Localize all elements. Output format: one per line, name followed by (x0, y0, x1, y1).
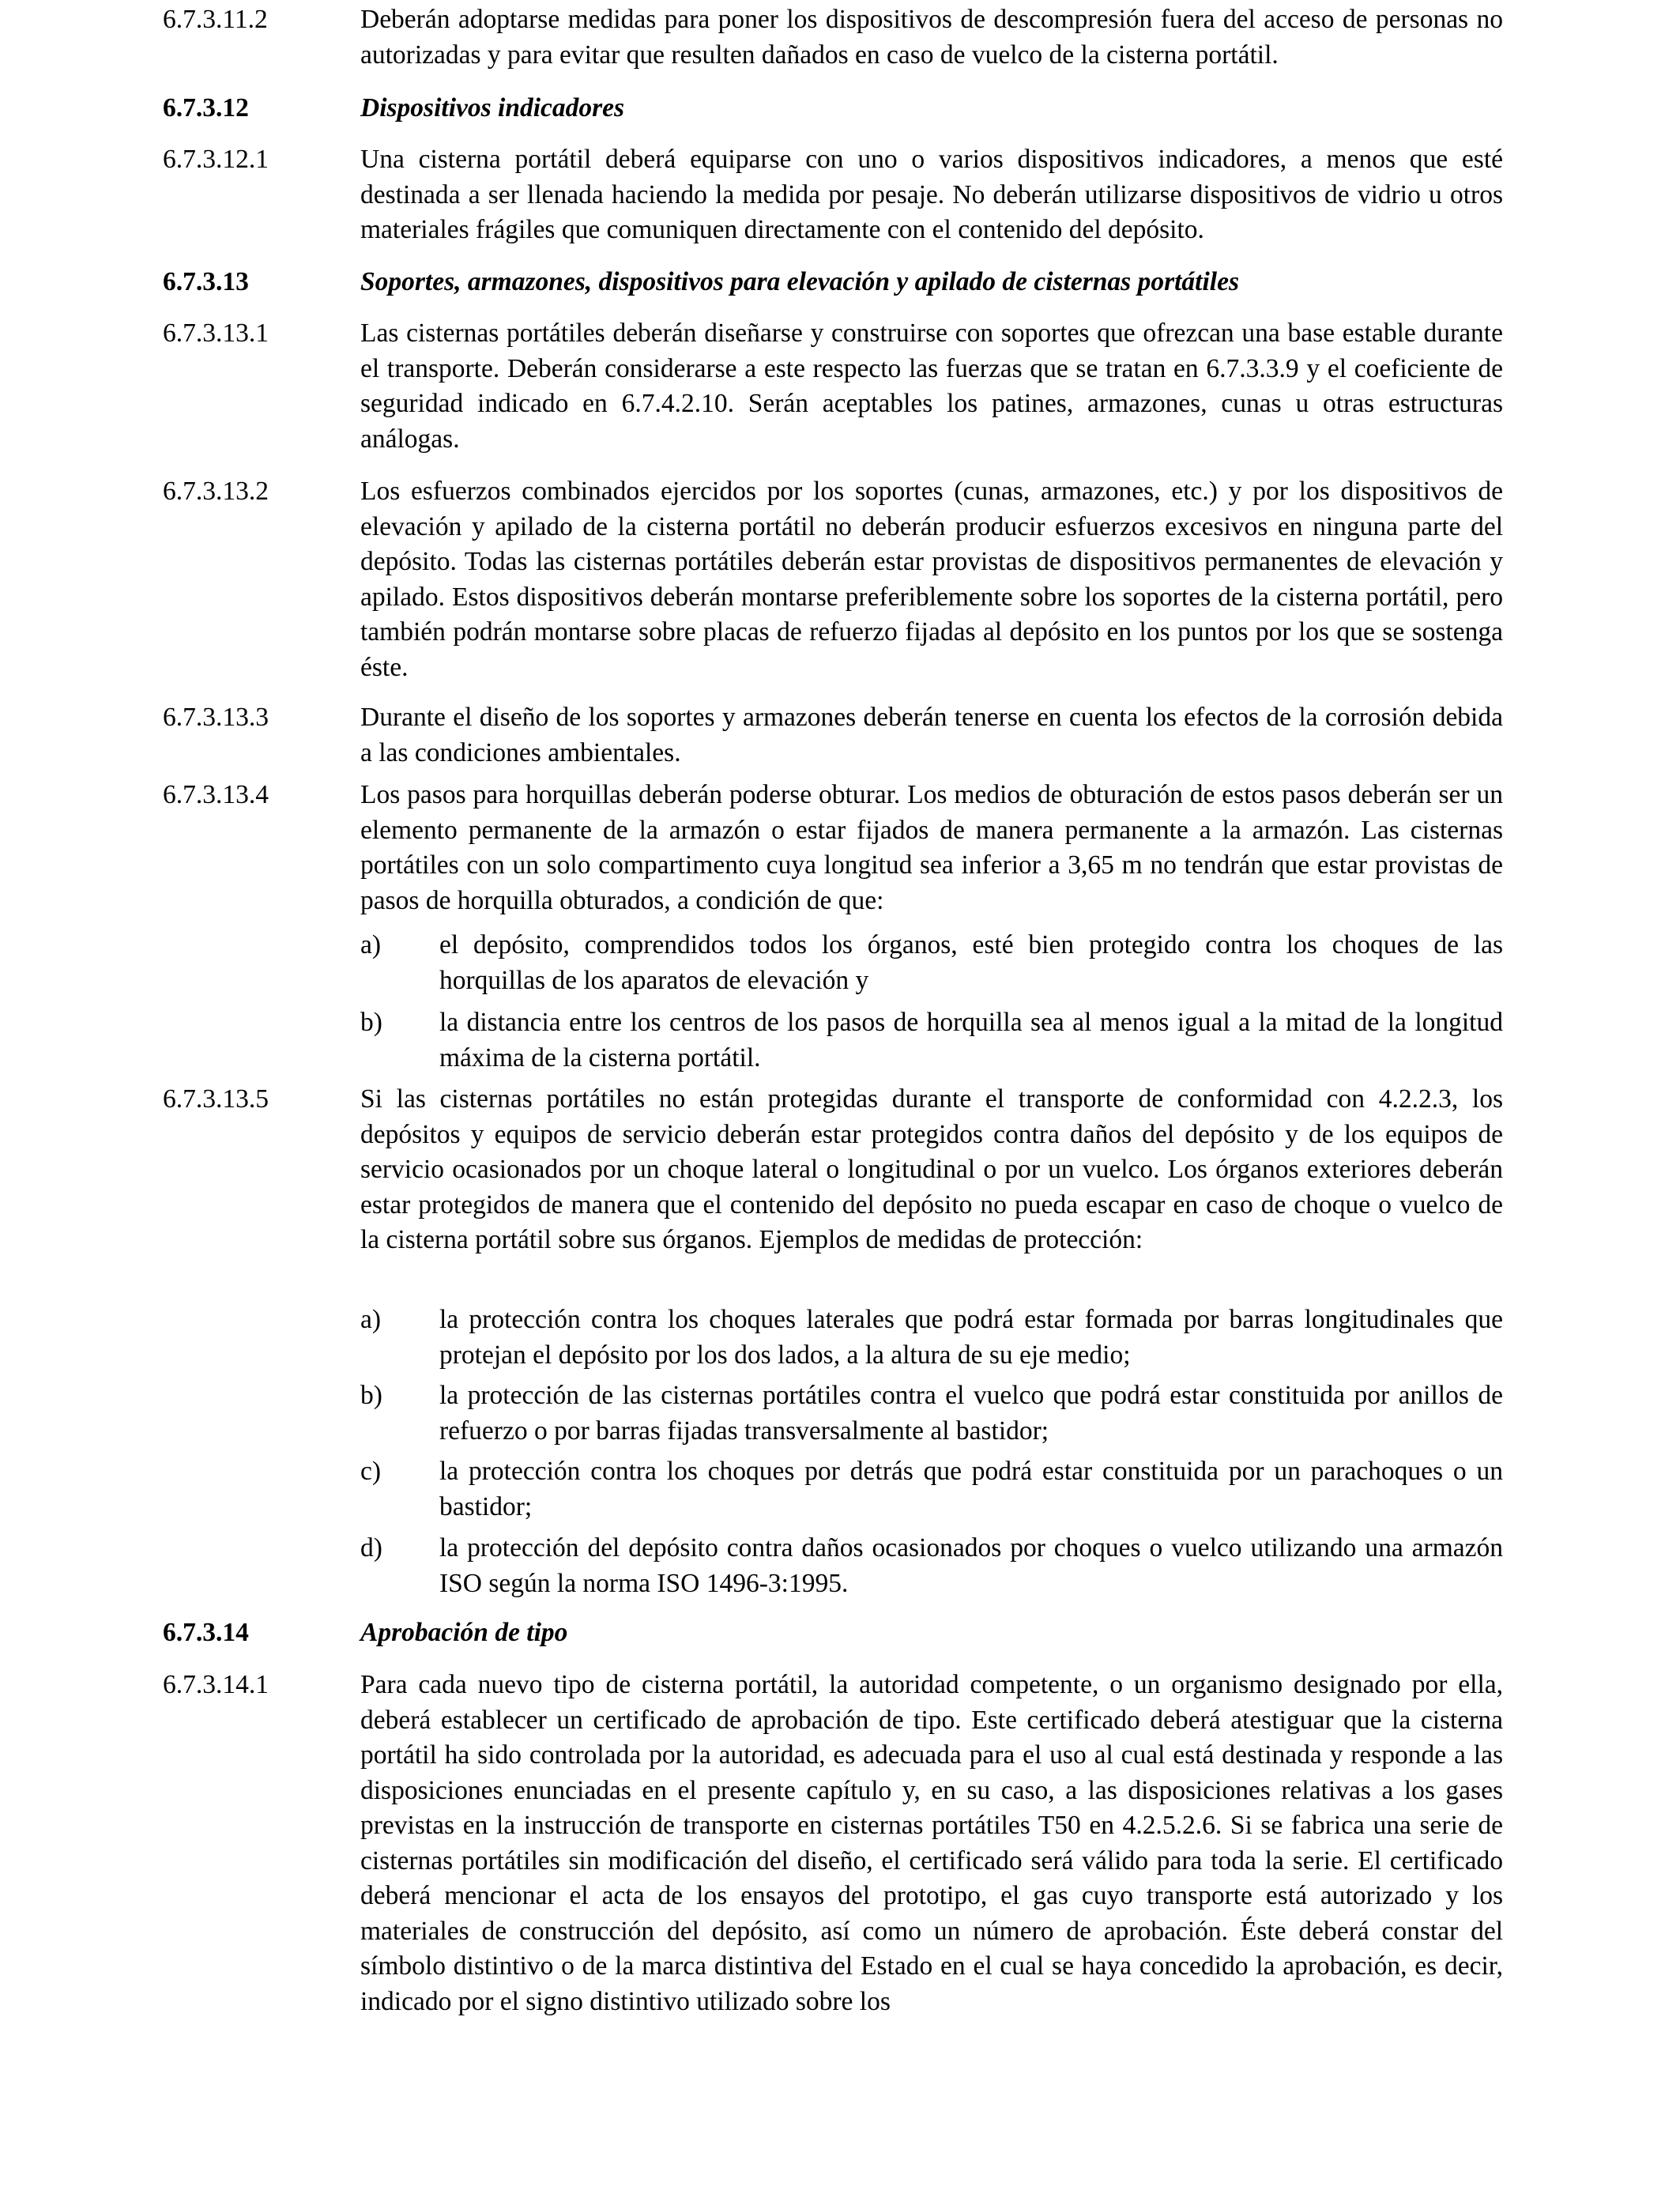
heading-title: Soportes, armazones, dispositivos para elevación y apilado de cisternas portátiles (360, 267, 1240, 296)
paragraph-text: Durante el diseño de los soportes y armazones deberán tenerse en cuenta los efectos de la corrosión debida a las condiciones ambientales. (360, 703, 1503, 767)
list-item-marker: a) (360, 930, 382, 959)
paragraph-number: 6.7.3.13.3 (163, 703, 269, 732)
list-item-marker: b) (360, 1381, 382, 1410)
heading-title: Aprobación de tipo (360, 1618, 568, 1647)
heading-title: Dispositivos indicadores (360, 93, 625, 123)
paragraph-text: Deberán adoptarse medidas para poner los dispositivos de descompresión fuera del acceso de personas no autorizadas y para evitar que resulten dañados en caso de vuelco de la cisterna portátil. (360, 5, 1503, 70)
heading-number: 6.7.3.12 (163, 93, 249, 123)
list-item-marker: b) (360, 1008, 382, 1037)
list-item-text: el depósito, comprendidos todos los órganos, esté bien protegido contra los choques de las horquillas de los aparatos de elevación y (439, 930, 1503, 995)
heading-number: 6.7.3.14 (163, 1618, 249, 1647)
paragraph-text: Si las cisternas portátiles no están protegidas durante el transporte de conformidad con 4.2.2.3, los depósitos y equipos de servicio deberán estar protegidos contra daños del depósito y de los equipos de servicio ocasionados por un choque lateral o longitudinal o por un vuelco. Los órganos exteriores deberán estar protegidos de manera que el contenido del depósito no pueda escapar en caso de choque o vuelco de la cisterna portátil sobre sus órganos. Ejemplos de medidas de protección: (360, 1084, 1503, 1254)
paragraph-number: 6.7.3.14.1 (163, 1670, 269, 1699)
paragraph-number: 6.7.3.13.1 (163, 319, 269, 348)
paragraph-text: Los esfuerzos combinados ejercidos por los soportes (cunas, armazones, etc.) y por los dispositivos de elevación y apilado de la cisterna portátil no deberán producir esfuerzos excesivos en ninguna parte del depósito. Todas las cisternas portátiles deberán estar provistas de dispositivos permanentes de elevación y apilado. Estos dispositivos deberán montarse preferiblemente sobre los soportes de la cisterna portátil, pero también podrán montarse sobre placas de refuerzo fijadas al depósito en los puntos por los que se sostenga éste. (360, 477, 1503, 682)
paragraph-number: 6.7.3.11.2 (163, 5, 268, 34)
list-item-text: la protección contra los choques por detrás que podrá estar constituida por un parachoques o un bastidor; (439, 1457, 1503, 1521)
paragraph-text: Las cisternas portátiles deberán diseñarse y construirse con soportes que ofrezcan una base estable durante el transporte. Deberán considerarse a este respecto las fuerzas que se tratan en 6.7.3.3.9 y el coeficiente de seguridad indicado en 6.7.4.2.10. Serán aceptables los patines, armazones, cunas u otras estructuras análogas. (360, 319, 1503, 454)
list-item-text: la protección del depósito contra daños ocasionados por choques o vuelco utilizando una armazón ISO según la norma ISO 1496-3:1995. (439, 1533, 1503, 1598)
paragraph-number: 6.7.3.12.1 (163, 145, 269, 174)
paragraph-text: Una cisterna portátil deberá equiparse con uno o varios dispositivos indicadores, a menos que esté destinada a ser llenada haciendo la medida por pesaje. No deberán utilizarse dispositivos de vidrio u otros materiales frágiles que comuniquen directamente con el contenido del depósito. (360, 145, 1503, 244)
list-item-marker: d) (360, 1533, 382, 1563)
paragraph-number: 6.7.3.13.2 (163, 477, 269, 506)
paragraph-text: Los pasos para horquillas deberán poderse obturar. Los medios de obturación de estos pasos deberán ser un elemento permanente de la armazón o estar fijados de manera permanente a la armazón. Las cisternas portátiles con un solo compartimento cuya longitud sea inferior a 3,65 m no tendrán que estar provistas de pasos de horquilla obturados, a condición de que: (360, 780, 1503, 915)
list-item-text: la protección contra los choques laterales que podrá estar formada por barras longitudinales que protejan el depósito por los dos lados, a la altura de su eje medio; (439, 1305, 1503, 1370)
list-item-text: la protección de las cisternas portátiles contra el vuelco que podrá estar constituida por anillos de refuerzo o por barras fijadas transversalmente al bastidor; (439, 1381, 1503, 1446)
heading-number: 6.7.3.13 (163, 267, 249, 296)
paragraph-number: 6.7.3.13.4 (163, 780, 269, 809)
paragraph-number: 6.7.3.13.5 (163, 1084, 269, 1114)
list-item-marker: a) (360, 1305, 382, 1334)
list-item-text: la distancia entre los centros de los pasos de horquilla sea al menos igual a la mitad de la longitud máxima de la cisterna portátil. (439, 1008, 1503, 1072)
paragraph-text: Para cada nuevo tipo de cisterna portátil, la autoridad competente, o un organismo designado por ella, deberá establecer un certificado de aprobación de tipo. Este certificado deberá atestiguar que la cisterna portátil ha sido controlada por la autoridad, es adecuada para el uso al cual está destinada y responde a las disposiciones enunciadas en el presente capítulo y, en su caso, a las disposiciones relativas a los gases previstas en la instrucción de transporte en cisternas portátiles T50 en 4.2.5.2.6. Si se fabrica una serie de cisternas portátiles sin modificación del diseño, el certificado será válido para toda la serie. El certificado deberá mencionar el acta de los ensayos del prototipo, el gas cuyo transporte está autorizado y los materiales de construcción del depósito, así como un número de aprobación. Éste deberá constar del símbolo distintivo o de la marca distintiva del Estado en el cual se haya concedido la aprobación, es decir, indicado por el signo distintivo utilizado sobre los (360, 1670, 1503, 2016)
list-item-marker: c) (360, 1457, 382, 1486)
